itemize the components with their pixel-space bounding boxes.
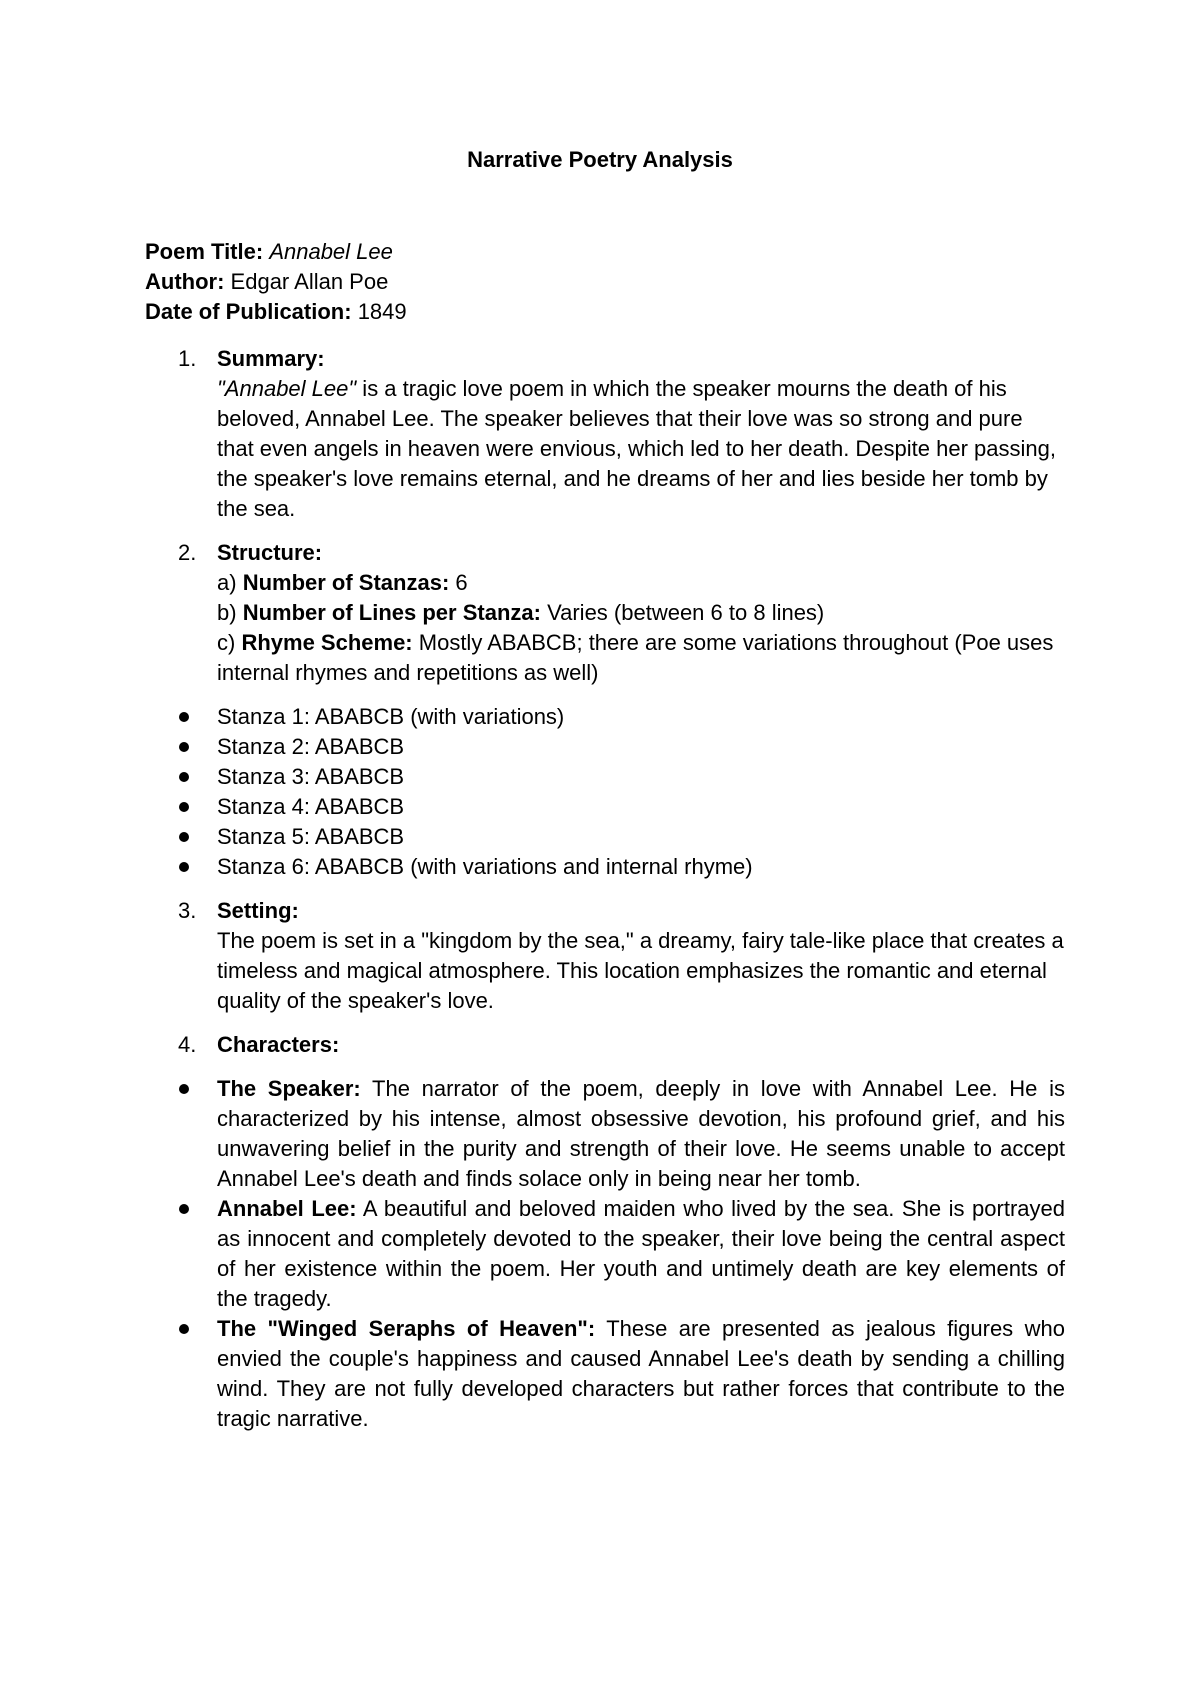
setting-section — [145, 896, 1065, 1016]
list-item — [145, 1314, 1065, 1434]
character-name: Annabel Lee: — [217, 1196, 357, 1221]
lines-per-stanza-label: Number of Lines per Stanza: — [242, 600, 541, 625]
summary-body: is a tragic love poem in which the speaker mourns the death of his beloved, Annabel Lee. The speaker believes that their love was so strong and pure that even angels in heaven were envious, which led to her death. Despite her passing, the speaker's love remains eternal, and he dreams of her and lies beside her tomb by the sea. — [217, 376, 1056, 521]
bullet-icon — [179, 742, 189, 752]
poem-title-label: Poem Title: — [145, 239, 264, 264]
list-item — [145, 762, 1065, 792]
character-name: The "Winged Seraphs of Heaven": — [217, 1316, 596, 1341]
summary-poem-quote: "Annabel Lee" — [217, 376, 357, 401]
stanza-count-prefix: a) — [217, 570, 243, 595]
character-description: A beautiful and beloved maiden who lived by the sea. She is portrayed as innocent and completely devoted to the speaker, their love being the central aspect of her existence within the poem. Her youth and untimely death are key elements of the tragedy. — [217, 1196, 1065, 1311]
list-item — [145, 1194, 1065, 1314]
stanza-rhyme-text: Stanza 4: ABABCB — [217, 794, 405, 819]
character-description: The narrator of the poem, deeply in love with Annabel Lee. He is characterized by his intense, almost obsessive devotion, his profound grief, and his unwavering belief in the purity and strength of their love. He seems unable to accept Annabel Lee's death and finds solace only in being near her tomb. — [217, 1076, 1065, 1191]
section-number: 1. — [178, 346, 197, 371]
poem-title-value: Annabel Lee — [269, 239, 393, 264]
structure-section — [145, 538, 1065, 688]
section-number: 2. — [178, 540, 197, 565]
list-item — [145, 1074, 1065, 1194]
bullet-icon — [179, 712, 189, 722]
document-title: Narrative Poetry Analysis — [467, 147, 733, 172]
setting-text: The poem is set in a "kingdom by the sea," a dreamy, fairy tale-like place that creates a timeless and magical atmosphere. This location emphasizes the romantic and eternal quality of the speaker's love. — [217, 928, 1064, 1013]
characters-heading: Characters: — [217, 1032, 340, 1057]
list-item — [145, 792, 1065, 822]
stanza-count-line — [217, 568, 1065, 598]
poem-title-line — [145, 237, 1065, 267]
bullet-icon — [179, 802, 189, 812]
stanza-rhyme-text: Stanza 6: ABABCB (with variations and internal rhyme) — [217, 854, 753, 879]
stanza-count-value: 6 — [449, 570, 468, 595]
lines-per-stanza-prefix: b) — [217, 600, 243, 625]
publication-date-line — [145, 297, 1065, 327]
setting-heading: Setting: — [217, 898, 299, 923]
list-item — [145, 852, 1065, 882]
stanza-rhyme-text: Stanza 3: ABABCB — [217, 764, 405, 789]
characters-section — [145, 1030, 1065, 1060]
bullet-icon — [179, 832, 189, 842]
author-label: Author: — [145, 269, 225, 294]
bullet-icon — [179, 772, 189, 782]
poem-metadata — [145, 237, 1065, 327]
publication-date-label: Date of Publication: — [145, 299, 352, 324]
bullet-icon — [179, 1204, 189, 1214]
list-item — [145, 822, 1065, 852]
summary-heading: Summary: — [217, 346, 325, 371]
stanza-rhyme-text: Stanza 5: ABABCB — [217, 824, 405, 849]
rhyme-scheme-label: Rhyme Scheme: — [241, 630, 413, 655]
section-number: 4. — [178, 1032, 197, 1057]
section-number: 3. — [178, 898, 197, 923]
lines-per-stanza-value: Varies (between 6 to 8 lines) — [540, 600, 825, 625]
list-item — [145, 702, 1065, 732]
lines-per-stanza-line — [217, 598, 1065, 628]
summary-section — [145, 344, 1065, 524]
character-list — [145, 1074, 1065, 1434]
stanza-rhyme-list — [145, 702, 1065, 882]
rhyme-scheme-prefix: c) — [217, 630, 242, 655]
stanza-rhyme-text: Stanza 2: ABABCB — [217, 734, 405, 759]
rhyme-scheme-line — [217, 628, 1065, 688]
structure-heading: Structure: — [217, 540, 323, 565]
bullet-icon — [179, 1084, 189, 1094]
author-value: Edgar Allan Poe — [230, 269, 389, 294]
character-description: These are presented as jealous figures who envied the couple's happiness and caused Annabel Lee's death by sending a chilling wind. They are not fully developed characters but rather forces that contribute to the tragic narrative. — [217, 1316, 1065, 1431]
stanza-rhyme-text: Stanza 1: ABABCB (with variations) — [217, 704, 565, 729]
list-item — [145, 732, 1065, 762]
analysis-sections — [145, 344, 1065, 1434]
bullet-icon — [179, 862, 189, 872]
author-line — [145, 267, 1065, 297]
rhyme-scheme-value: Mostly ABABCB; there are some variations throughout (Poe uses internal rhymes and repetitions as well) — [217, 630, 1054, 685]
character-name: The Speaker: — [217, 1076, 361, 1101]
publication-date-value: 1849 — [357, 299, 407, 324]
stanza-count-label: Number of Stanzas: — [242, 570, 450, 595]
summary-text — [217, 374, 1065, 524]
bullet-icon — [179, 1324, 189, 1334]
